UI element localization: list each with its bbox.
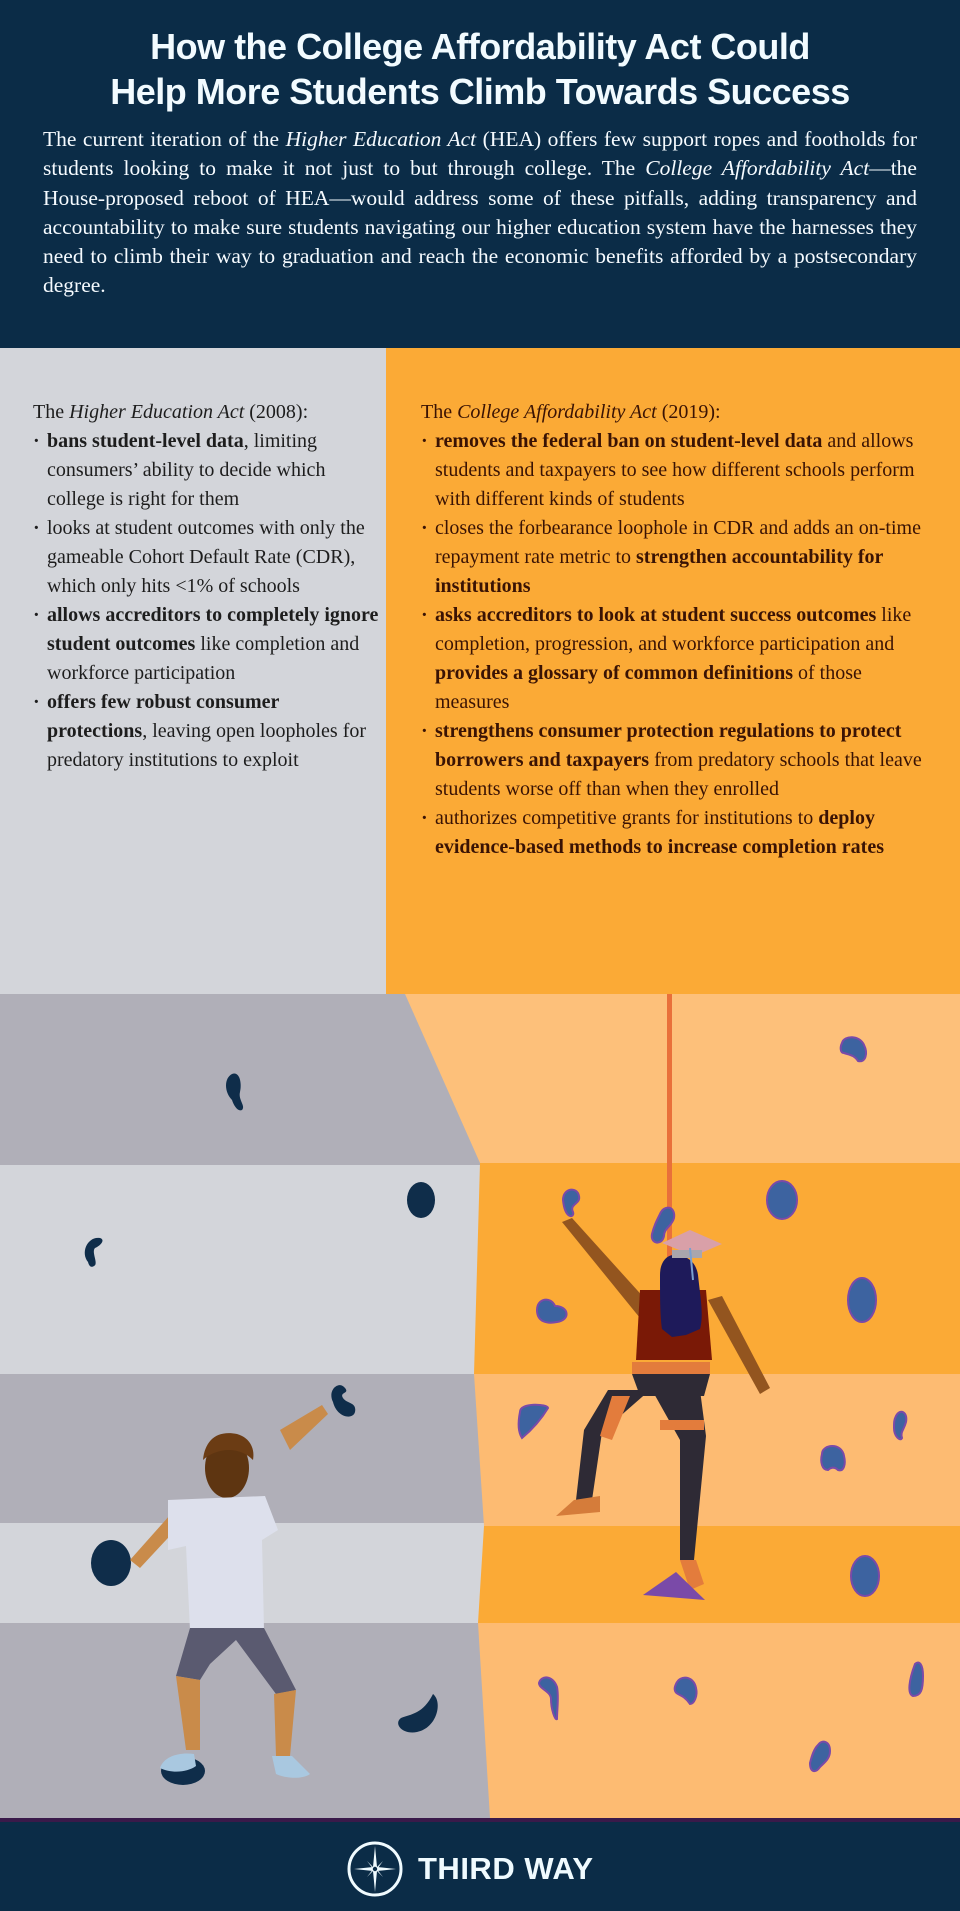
list-item: · strengthens consumer protection regulations to protect borrowers and taxpayers from predatory schools that leave students worse off than when they enrolled: [421, 717, 941, 804]
hold-icon: [821, 1446, 845, 1470]
list-item: · removes the federal ban on student-level data and allows students and taxpayers to see how different schools perform with different kinds of students: [421, 427, 941, 514]
third-way-logo[interactable]: [346, 1840, 594, 1898]
intro-text: —the House-proposed reboot of HEA—would address some of these pitfalls, adding transparency and accountability to make sure students navigating our higher education system have the harnesses they need to climb their way to graduation and reach the economic benefits afforded by a postsecondary degree.: [43, 156, 917, 298]
title-line-1: How the College Affordability Act Could: [150, 26, 810, 67]
list-item: · bans student-level data, limiting consumers’ ability to decide which college is right for them: [33, 427, 383, 514]
intro-text: The current iteration of the: [43, 127, 286, 151]
hea-bullet-list: [33, 427, 383, 775]
hea-2008-column: [33, 398, 383, 775]
list-item: · offers few robust consumer protections, leaving open loopholes for predatory institutions to exploit: [33, 688, 383, 775]
title-line-2: Help More Students Climb Towards Success: [110, 71, 850, 112]
caa-2019-column: [421, 398, 941, 862]
list-item: · looks at student outcomes with only the gameable Cohort Default Rate (CDR), which only hits <1% of schools: [33, 514, 383, 601]
intro-text: (HEA) offers few support ropes and footholds for students looking to make it not just to but through college. The: [43, 127, 918, 181]
page-title: [0, 24, 960, 114]
intro-hea-title: Higher Education Act: [285, 127, 477, 151]
caa-heading: The College Affordability Act (2019):: [421, 401, 721, 423]
caa-bullet-list: [421, 427, 941, 862]
climbing-wall-illustration: [0, 994, 960, 1818]
hold-icon: [91, 1540, 131, 1586]
hold-icon: [767, 1181, 797, 1219]
left-wall: [0, 994, 500, 1818]
list-item: · asks accreditors to look at student success outcomes like completion, progression, and workforce participation and provides a glossary of common definitions of those measures: [421, 601, 941, 717]
hea-heading: The Higher Education Act (2008):: [33, 401, 309, 423]
hold-icon: [407, 1182, 435, 1218]
list-item: · allows accreditors to completely ignore student outcomes like completion and workforce participation: [33, 601, 383, 688]
list-item: · authorizes competitive grants for institutions to deploy evidence-based methods to increase completion rates: [421, 804, 941, 862]
compass-star-icon: [346, 1840, 404, 1898]
logo-text: THIRD WAY: [418, 1851, 594, 1886]
hold-icon: [851, 1556, 879, 1596]
list-item: · closes the forbearance loophole in CDR and adds an on-time repayment rate metric to strengthen accountability for institutions: [421, 514, 941, 601]
intro-paragraph: [43, 125, 917, 301]
header: [0, 0, 960, 348]
footer: [0, 1818, 960, 1911]
hold-icon: [848, 1278, 876, 1322]
intro-caa-title: College Affordability Act: [645, 156, 870, 181]
